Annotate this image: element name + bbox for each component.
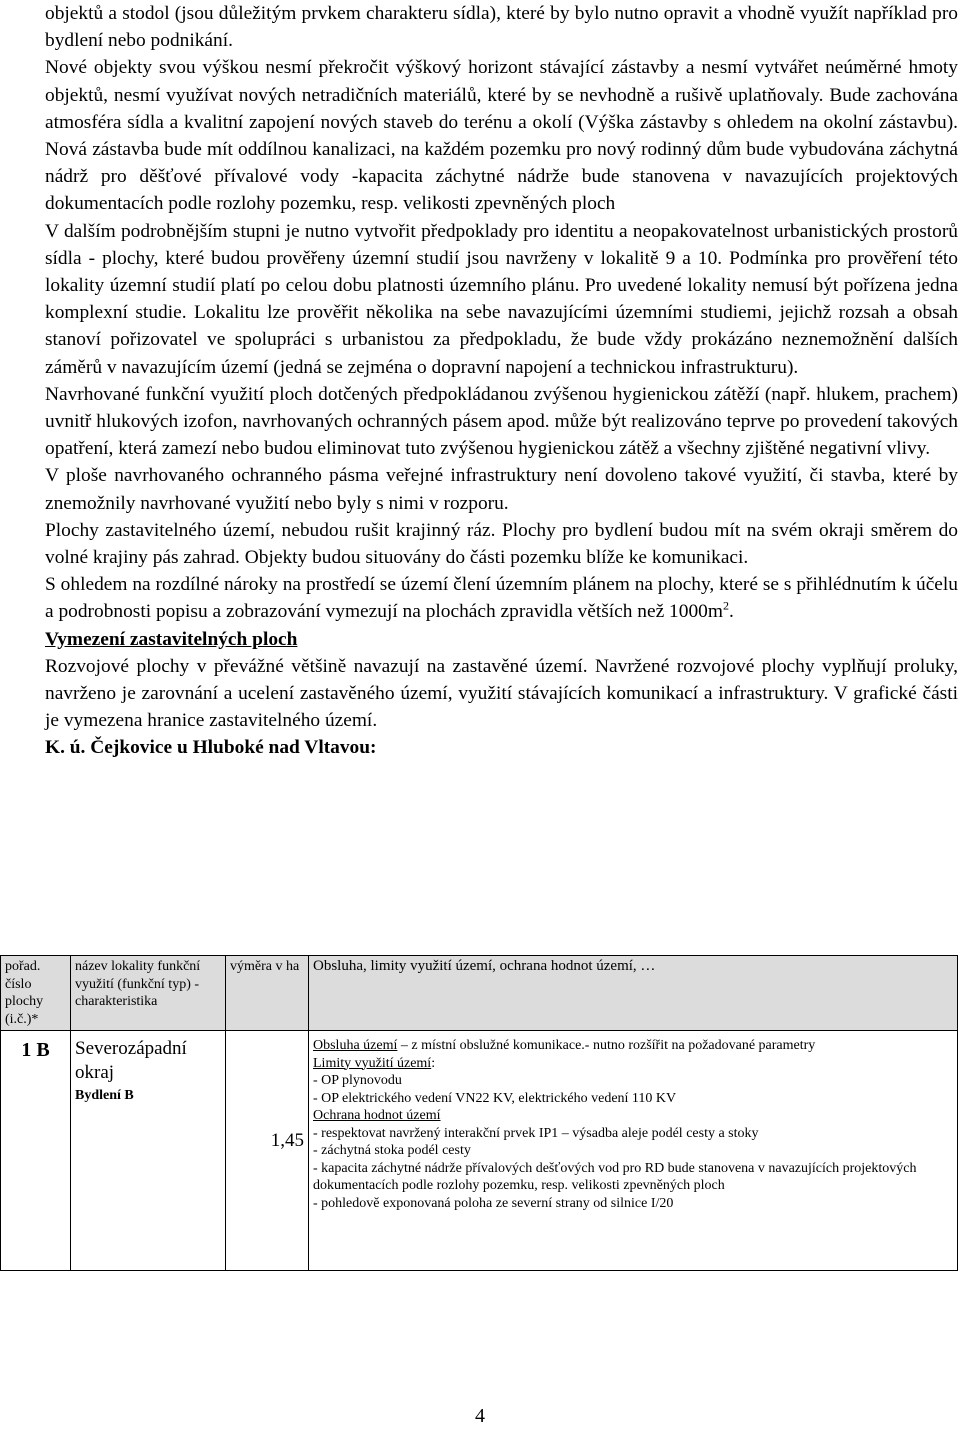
limity-colon: : [431, 1055, 436, 1071]
table-row [1, 1031, 958, 1271]
ochrana-item: - respektovat navržený interakční prvek IP1 – výsadba aleje podél cesty a stoky [313, 1125, 759, 1141]
table-header-row [1, 956, 958, 1031]
header-area: výměra v ha [226, 956, 309, 1031]
header-obsluha: Obsluha, limity využití území, ochrana hodnot území, … [309, 956, 958, 1031]
header-name: název lokality funkční využití (funkční typ) - charakteristika [71, 956, 226, 1031]
header-number: pořad. číslo plochy (i.č.)* [1, 956, 71, 1031]
limity-label: Limity využití území [313, 1055, 432, 1071]
ochrana-item: - záchytná stoka podél cesty [313, 1143, 471, 1158]
limity-item: - OP plynovodu [313, 1073, 402, 1088]
section-heading: Vymezení zastavitelných ploch [45, 628, 298, 650]
ochrana-item: - pohledově exponovaná poloha ze severní strany od silnice I/20 [313, 1195, 674, 1211]
ochrana-item: - kapacita záchytné nádrže přívalových dešťových vod pro RD bude stanovena v navazujících projektových dokumentacích podle rozlohy pozemku, resp. velikosti zpevněných ploch [313, 1160, 917, 1193]
functional-type: Bydlení B [75, 1088, 134, 1103]
paragraph: Plochy zastavitelného území, nebudou rušit krajinný ráz. Plochy pro bydlení budou mít na svém okraji směrem do volné krajiny pás zahrad. Objekty budou situovány do části pozemku blíže ke komunikaci. [45, 519, 958, 569]
locality-heading: K. ú. Čejkovice u Hluboké nad Vltavou: [45, 737, 377, 759]
locality-name: Severozápadní okraj [75, 1038, 187, 1083]
row-number: 1 B [1, 1031, 71, 1271]
row-details-cell [309, 1031, 958, 1271]
paragraph-text: S ohledem na rozdílné nároky na prostředí se území člení územním plánem na plochy, které se s přihlédnutím k účelu a podrobnosti popisu a zobrazování vymezují na plochách zpravidla větších než 1000m [45, 574, 958, 623]
document-body [45, 0, 958, 762]
paragraph: V ploše navrhovaného ochranného pásma veřejné infrastruktury není dovoleno takové využití, či stavba, které by znemožnily navrhované využití nebo byly s nimi v rozporu. [45, 465, 958, 514]
obsluha-line [313, 1037, 953, 1055]
paragraph-end: . [728, 601, 734, 623]
obsluha-text: – z místní obslužné komunikace.- nutno rozšířit na požadované parametry [397, 1038, 816, 1053]
area-value: 1,45 [270, 1129, 304, 1151]
limity-item: - OP elektrického vedení VN22 KV, elektrického vedení 110 KV [313, 1090, 677, 1106]
paragraph [45, 571, 958, 625]
ochrana-label: Ochrana hodnot území [313, 1108, 441, 1123]
paragraph: Rozvojové plochy v převážné většině navazují na zastavěné území. Navržené rozvojové plochy vyplňují proluky, navrženo je zarovnání a ucelení zastavěného území, využití stávajících komunikací a infrastruktury. V grafické části je vymezena hranice zastavitelného území. [45, 655, 958, 732]
superscript: 2 [722, 599, 729, 613]
row-name-cell [71, 1031, 226, 1271]
limity-line [313, 1055, 953, 1073]
zones-table [0, 955, 958, 1271]
obsluha-label: Obsluha území [313, 1038, 398, 1053]
paragraph: Navrhované funkční využití ploch dotčených předpokládanou zvýšenou hygienickou zátěží (např. hlukem, prachem) uvnitř hlukových izofon, navrhovaných ochranných pásem apod. může být realizováno teprve po provedení takových opatření, která zamezí nebo budou eliminovat tuto zvýšenou hygienickou zátěž a všechny zjištěné negativní vlivy. [45, 383, 958, 460]
row-area-cell [226, 1031, 309, 1271]
paragraph: Nové objekty svou výškou nesmí překročit výškový horizont stávající zástavby a nesmí vytvářet neúměrné hmoty objektů, nesmí využívat nových netradičních materiálů, které by se nevhodně a rušivě uplatňovaly. Bude zachována atmosféra sídla a kvalitní zapojení nových staveb do terénu a okolí (Výška zástavby s ohledem na okolní zástavbu). Nová zástavba bude mít oddílnou kanalizaci, na každém pozemku pro nový rodinný dům bude vybudována záchytná nádrž pro děšťové přívalové vody -kapacita záchytné nádrže bude stanovena v navazujících projektových dokumentacích podle rozlohy pozemku, resp. velikosti zpevněných ploch [45, 57, 958, 215]
paragraph: V dalším podrobnějším stupni je nutno vytvořit předpoklady pro identitu a neopakovatelnost urbanistických prostorů sídla - plochy, které budou prověřeny územní studií jsou navrženy v lokalitě 9 a 10. Podmínka pro prověření této lokality územní studií platí po celou dobu platnosti územního plánu. Pro uvedené lokality nemusí být pořízena jedna komplexní studie. Lokalitu lze prověřit několika na sebe navazujícími územními studiemi, jejichž rozsah a obsah stanoví pořizovatel ve spolupráci s urbanistou za předpokladu, že bude vždy prokázáno neznemožnění dalších záměrů v navazujícím území (jedná se zejména o dopravní napojení a technickou infrastrukturu). [45, 220, 958, 378]
paragraph: objektů a stodol (jsou důležitým prvkem charakteru sídla), které by bylo nutno opravit a vhodně využít například pro bydlení nebo podnikání. [45, 3, 958, 52]
page-number: 4 [475, 1405, 485, 1427]
